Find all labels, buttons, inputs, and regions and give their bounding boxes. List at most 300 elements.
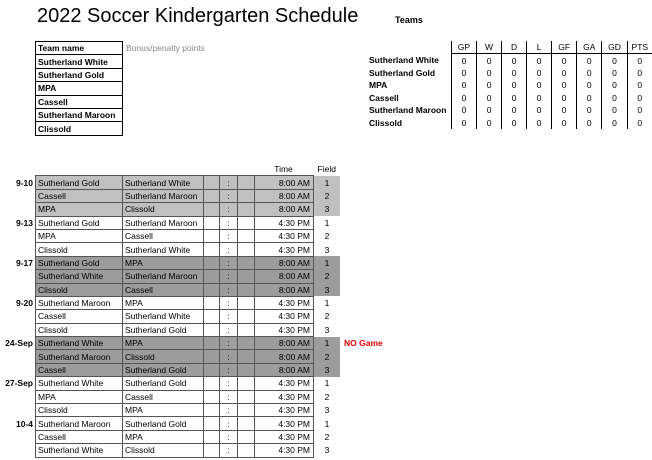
game-note: [340, 444, 385, 457]
standings-value: 0: [602, 79, 627, 91]
standings-value: 0: [577, 54, 602, 67]
game-date: 24-Sep: [5, 338, 33, 349]
schedule-row: [2, 229, 385, 242]
away-team: Clissold: [123, 350, 204, 363]
game-note: [340, 430, 385, 443]
game-note: NO Game: [344, 338, 383, 349]
game-time: 4:30 PM: [255, 243, 314, 256]
field-number: 2: [324, 391, 330, 402]
schedule-row: [2, 417, 385, 430]
standings-value: 0: [477, 104, 502, 116]
standings-col-pts: PTS: [627, 41, 652, 54]
team-name-table: [35, 41, 208, 136]
standings-value: 0: [627, 104, 652, 116]
away-team: Sutherland White: [123, 243, 204, 256]
home-team: Cassell: [36, 363, 123, 376]
home-team: MPA: [36, 203, 123, 216]
standings-col-l: L: [527, 41, 552, 54]
game-date: [2, 310, 36, 323]
field-number: 3: [324, 244, 330, 255]
away-team: MPA: [123, 256, 204, 269]
standings-value: 0: [527, 116, 552, 128]
game-note: [340, 189, 385, 202]
game-time: 4:30 PM: [255, 323, 314, 336]
game-date: [2, 404, 36, 417]
schedule-row: [2, 350, 385, 363]
standings-value: 0: [602, 54, 627, 67]
standings-team-name: Sutherland Maroon: [369, 105, 447, 116]
game-time: 4:30 PM: [255, 310, 314, 323]
standings-value: 0: [527, 67, 552, 79]
team-name-cell: Sutherland Gold: [36, 68, 123, 81]
field-number: 1: [324, 217, 330, 228]
game-time: 8:00 AM: [255, 350, 314, 363]
home-score[interactable]: [204, 203, 220, 216]
field-number: 3: [314, 363, 341, 376]
field-number: 2: [314, 350, 341, 363]
away-score[interactable]: [238, 363, 255, 376]
away-team: Cassell: [123, 229, 204, 242]
away-team: Cassell: [123, 390, 204, 403]
home-score[interactable]: [204, 404, 220, 417]
score-separator: :: [220, 189, 238, 202]
standings-value: 0: [502, 104, 527, 116]
away-score[interactable]: [238, 350, 255, 363]
game-time: 8:00 AM: [255, 363, 314, 376]
game-note: [340, 310, 385, 323]
standings-value: 0: [477, 79, 502, 91]
away-team: MPA: [123, 404, 204, 417]
standings-value: 0: [527, 54, 552, 67]
standings-row: [367, 54, 652, 67]
team-name-row: [36, 55, 208, 68]
standings-value: 0: [477, 92, 502, 104]
game-date: [2, 363, 36, 376]
home-team: Sutherland White: [36, 444, 123, 457]
home-score[interactable]: [204, 377, 220, 390]
field-header: Field: [317, 164, 336, 175]
schedule-row: [2, 337, 385, 350]
game-note: [340, 377, 385, 390]
home-team: Sutherland White: [36, 377, 123, 390]
standings-corner: [367, 41, 451, 54]
field-number: 2: [324, 432, 330, 442]
schedule-row: [2, 444, 385, 457]
away-team: Sutherland Maroon: [123, 216, 204, 229]
bonus-points-cell: [123, 68, 208, 81]
team-name-row: [36, 82, 208, 95]
standings-value: 0: [527, 92, 552, 104]
away-score[interactable]: [238, 256, 255, 269]
standings-value: 0: [502, 79, 527, 91]
standings-value: 0: [577, 92, 602, 104]
standings-row: [367, 104, 652, 116]
home-score[interactable]: [204, 337, 220, 350]
away-score[interactable]: [238, 323, 255, 336]
away-team: Sutherland Gold: [123, 417, 204, 430]
home-score[interactable]: [204, 270, 220, 283]
game-note: [340, 256, 385, 269]
game-time: 4:30 PM: [255, 404, 314, 417]
standings-value: 0: [451, 67, 476, 79]
standings-value: 0: [451, 54, 476, 67]
team-name-cell: Clissold: [36, 122, 123, 135]
standings-value: 0: [502, 67, 527, 79]
game-time: 4:30 PM: [255, 430, 314, 443]
standings-value: 0: [527, 104, 552, 116]
home-team: Cassell: [36, 189, 123, 202]
game-time: 8:00 AM: [255, 283, 314, 296]
standings-col-gp: GP: [451, 41, 476, 54]
away-score[interactable]: [238, 296, 255, 309]
game-date: [2, 430, 36, 443]
standings-value: 0: [502, 116, 527, 128]
home-score[interactable]: [204, 283, 220, 296]
team-name-header-row: [36, 42, 208, 55]
team-name-row: [36, 68, 208, 81]
schedule-row: [2, 310, 385, 323]
team-name-row: [36, 108, 208, 121]
team-name-cell: Cassell: [36, 95, 123, 108]
score-separator: :: [220, 216, 238, 229]
score-separator: :: [220, 296, 238, 309]
standings-value: 0: [577, 104, 602, 116]
schedule-row: [2, 323, 385, 336]
game-date: [2, 390, 36, 403]
away-team: Sutherland Gold: [123, 377, 204, 390]
away-team: Cassell: [123, 283, 204, 296]
game-note: [340, 176, 385, 189]
standings-team-name: Sutherland White: [369, 55, 439, 66]
standings-header-row: [367, 41, 652, 54]
home-team: Cassell: [36, 430, 123, 443]
schedule-row: [2, 377, 385, 390]
schedule-row: [2, 390, 385, 403]
standings-value: 0: [602, 116, 627, 128]
away-score[interactable]: [238, 243, 255, 256]
game-date: [2, 203, 36, 216]
bonus-penalty-label: Bonus/penalty points: [126, 43, 205, 54]
game-note: [340, 350, 385, 363]
game-note: [340, 323, 385, 336]
score-separator: :: [220, 377, 238, 390]
away-team: Sutherland White: [123, 310, 204, 323]
game-note: [340, 404, 385, 417]
game-time: 8:00 AM: [255, 337, 314, 350]
home-score[interactable]: [204, 256, 220, 269]
home-score[interactable]: [204, 310, 220, 323]
score-separator: :: [220, 444, 238, 457]
score-separator: :: [220, 203, 238, 216]
standings-value: 0: [577, 67, 602, 79]
game-note: [340, 296, 385, 309]
score-separator: :: [220, 310, 238, 323]
game-time: 4:30 PM: [255, 229, 314, 242]
home-team: Cassell: [36, 310, 123, 323]
schedule-row: [2, 216, 385, 229]
field-number: 1: [314, 176, 341, 189]
game-time: 4:30 PM: [255, 216, 314, 229]
field-number: 3: [314, 203, 341, 216]
team-name-cell: Sutherland Maroon: [36, 108, 123, 121]
score-separator: :: [220, 350, 238, 363]
field-number: 1: [314, 256, 341, 269]
standings-value: 0: [627, 92, 652, 104]
schedule-row: [2, 176, 385, 189]
team-name-header: Team name: [36, 42, 123, 55]
home-team: Sutherland White: [36, 270, 123, 283]
score-separator: :: [220, 390, 238, 403]
game-note: [340, 363, 385, 376]
away-score[interactable]: [238, 417, 255, 430]
schedule-row: [2, 270, 385, 283]
game-time: 8:00 AM: [255, 256, 314, 269]
standings-value: 0: [602, 104, 627, 116]
home-team: Clissold: [36, 243, 123, 256]
standings-value: 0: [627, 79, 652, 91]
score-separator: :: [220, 404, 238, 417]
game-time: 8:00 AM: [255, 203, 314, 216]
home-score[interactable]: [204, 323, 220, 336]
standings-col-d: D: [502, 41, 527, 54]
home-score[interactable]: [204, 189, 220, 202]
standings-value: 0: [602, 92, 627, 104]
away-score[interactable]: [238, 377, 255, 390]
time-header: Time: [274, 164, 293, 175]
score-separator: :: [220, 270, 238, 283]
away-team: Clissold: [123, 203, 204, 216]
away-score[interactable]: [238, 203, 255, 216]
game-date: 9-13: [15, 217, 33, 228]
away-score[interactable]: [238, 310, 255, 323]
away-score[interactable]: [238, 283, 255, 296]
standings-col-ga: GA: [577, 41, 602, 54]
schedule-row: [2, 363, 385, 376]
standings-value: 0: [577, 79, 602, 91]
standings-value: 0: [552, 79, 577, 91]
home-score[interactable]: [204, 430, 220, 443]
game-note: [340, 390, 385, 403]
game-time: 4:30 PM: [255, 390, 314, 403]
score-separator: :: [220, 337, 238, 350]
home-score[interactable]: [204, 350, 220, 363]
game-date: [2, 444, 36, 457]
home-score[interactable]: [204, 243, 220, 256]
score-separator: :: [220, 243, 238, 256]
bonus-points-cell: [123, 108, 208, 121]
game-date: [2, 350, 36, 363]
home-score[interactable]: [204, 363, 220, 376]
page-title: 2022 Soccer Kindergarten Schedule: [37, 5, 359, 27]
schedule-row: [2, 296, 385, 309]
bonus-points-cell: [123, 95, 208, 108]
schedule-row: [2, 243, 385, 256]
standings-value: 0: [502, 92, 527, 104]
away-score[interactable]: [238, 430, 255, 443]
schedule-row: [2, 203, 385, 216]
game-time: 4:30 PM: [255, 444, 314, 457]
standings-value: 0: [552, 67, 577, 79]
home-team: Sutherland Gold: [36, 256, 123, 269]
team-name-row: [36, 95, 208, 108]
away-team: Sutherland Gold: [123, 363, 204, 376]
home-team: Sutherland Gold: [36, 216, 123, 229]
home-team: Clissold: [36, 404, 123, 417]
standings-team-name: Clissold: [369, 117, 403, 128]
standings-value: 0: [477, 67, 502, 79]
home-team: Clissold: [36, 283, 123, 296]
standings-value: 0: [602, 67, 627, 79]
standings-value: 0: [552, 54, 577, 67]
away-score[interactable]: [238, 216, 255, 229]
away-score[interactable]: [238, 229, 255, 242]
schedule-row: [2, 189, 385, 202]
game-note: [340, 216, 385, 229]
standings-row: [367, 116, 652, 128]
field-number: 3: [324, 324, 330, 335]
field-number: 1: [324, 418, 330, 429]
home-team: Sutherland Maroon: [36, 296, 123, 309]
home-score[interactable]: [204, 390, 220, 403]
schedule-header-row: [2, 163, 385, 176]
away-score[interactable]: [238, 189, 255, 202]
away-team: MPA: [123, 296, 204, 309]
game-date: [2, 243, 36, 256]
away-score[interactable]: [238, 444, 255, 457]
game-time: 8:00 AM: [255, 270, 314, 283]
team-name-row: [36, 122, 208, 135]
game-note: [340, 229, 385, 242]
field-number: 3: [324, 405, 330, 416]
game-note: [340, 243, 385, 256]
home-team: MPA: [36, 390, 123, 403]
game-date: 9-17: [15, 257, 33, 268]
away-score[interactable]: [238, 404, 255, 417]
game-date: [2, 270, 36, 283]
home-score[interactable]: [204, 216, 220, 229]
home-team: Sutherland Gold: [36, 176, 123, 189]
standings-team-name: Sutherland Gold: [369, 67, 436, 78]
standings-value: 0: [627, 67, 652, 79]
standings-value: 0: [477, 116, 502, 128]
standings-row: [367, 67, 652, 79]
game-date: 9-20: [15, 298, 33, 309]
standings-row: [367, 92, 652, 104]
away-team: MPA: [123, 430, 204, 443]
home-score[interactable]: [204, 417, 220, 430]
score-separator: :: [220, 363, 238, 376]
field-number: 1: [324, 298, 330, 309]
game-time: 8:00 AM: [255, 189, 314, 202]
game-time: 4:30 PM: [255, 377, 314, 390]
game-date: [2, 229, 36, 242]
away-score[interactable]: [238, 390, 255, 403]
home-team: Sutherland White: [36, 337, 123, 350]
game-date: 27-Sep: [5, 378, 33, 389]
home-team: MPA: [36, 229, 123, 242]
standings-value: 0: [577, 116, 602, 128]
schedule-row: [2, 404, 385, 417]
game-time: 4:30 PM: [255, 417, 314, 430]
standings-value: 0: [552, 104, 577, 116]
bonus-points-cell: [123, 122, 208, 135]
standings-value: 0: [451, 79, 476, 91]
score-separator: :: [220, 430, 238, 443]
standings-table: [367, 41, 652, 129]
schedule-row: [2, 256, 385, 269]
game-note: [340, 203, 385, 216]
score-separator: :: [220, 417, 238, 430]
field-number: 2: [314, 189, 341, 202]
game-date: [2, 283, 36, 296]
score-separator: :: [220, 229, 238, 242]
standings-value: 0: [451, 92, 476, 104]
standings-value: 0: [451, 116, 476, 128]
field-number: 2: [324, 311, 330, 322]
standings-col-gf: GF: [552, 41, 577, 54]
away-score[interactable]: [238, 176, 255, 189]
home-score[interactable]: [204, 296, 220, 309]
score-separator: :: [220, 256, 238, 269]
game-note: [340, 417, 385, 430]
game-time: 4:30 PM: [255, 296, 314, 309]
bonus-points-cell: [123, 82, 208, 95]
standings-value: 0: [477, 54, 502, 67]
standings-team-name: MPA: [369, 80, 388, 91]
field-number: 3: [324, 445, 330, 456]
team-name-cell: Sutherland White: [36, 55, 123, 68]
field-number: 2: [324, 231, 330, 242]
game-date: 10-4: [15, 418, 33, 429]
standings-col-w: W: [477, 41, 502, 54]
schedule-row: [2, 283, 385, 296]
standings-team-name: Cassell: [369, 92, 399, 103]
standings-row: [367, 79, 652, 91]
field-number: 1: [314, 337, 341, 350]
away-team: Clissold: [123, 444, 204, 457]
away-team: Sutherland White: [123, 176, 204, 189]
field-number: 2: [314, 270, 341, 283]
game-date: [2, 189, 36, 202]
home-score[interactable]: [204, 176, 220, 189]
standings-value: 0: [627, 116, 652, 128]
schedule-table: [2, 163, 385, 458]
home-team: Sutherland Maroon: [36, 350, 123, 363]
away-score[interactable]: [238, 337, 255, 350]
field-number: 1: [324, 378, 330, 389]
bonus-points-cell: [123, 55, 208, 68]
score-separator: :: [220, 176, 238, 189]
teams-heading: Teams: [395, 15, 423, 25]
away-team: Sutherland Maroon: [123, 189, 204, 202]
standings-value: 0: [552, 116, 577, 128]
standings-col-gd: GD: [602, 41, 627, 54]
home-team: Clissold: [36, 323, 123, 336]
standings-value: 0: [451, 104, 476, 116]
game-note: [340, 270, 385, 283]
away-team: Sutherland Maroon: [123, 270, 204, 283]
home-team: Sutherland Maroon: [36, 417, 123, 430]
team-name-cell: MPA: [36, 82, 123, 95]
game-date: 9-10: [15, 177, 33, 188]
away-team: MPA: [123, 337, 204, 350]
field-number: 3: [314, 283, 341, 296]
home-score[interactable]: [204, 229, 220, 242]
away-score[interactable]: [238, 270, 255, 283]
standings-value: 0: [502, 54, 527, 67]
score-separator: :: [220, 323, 238, 336]
home-score[interactable]: [204, 444, 220, 457]
